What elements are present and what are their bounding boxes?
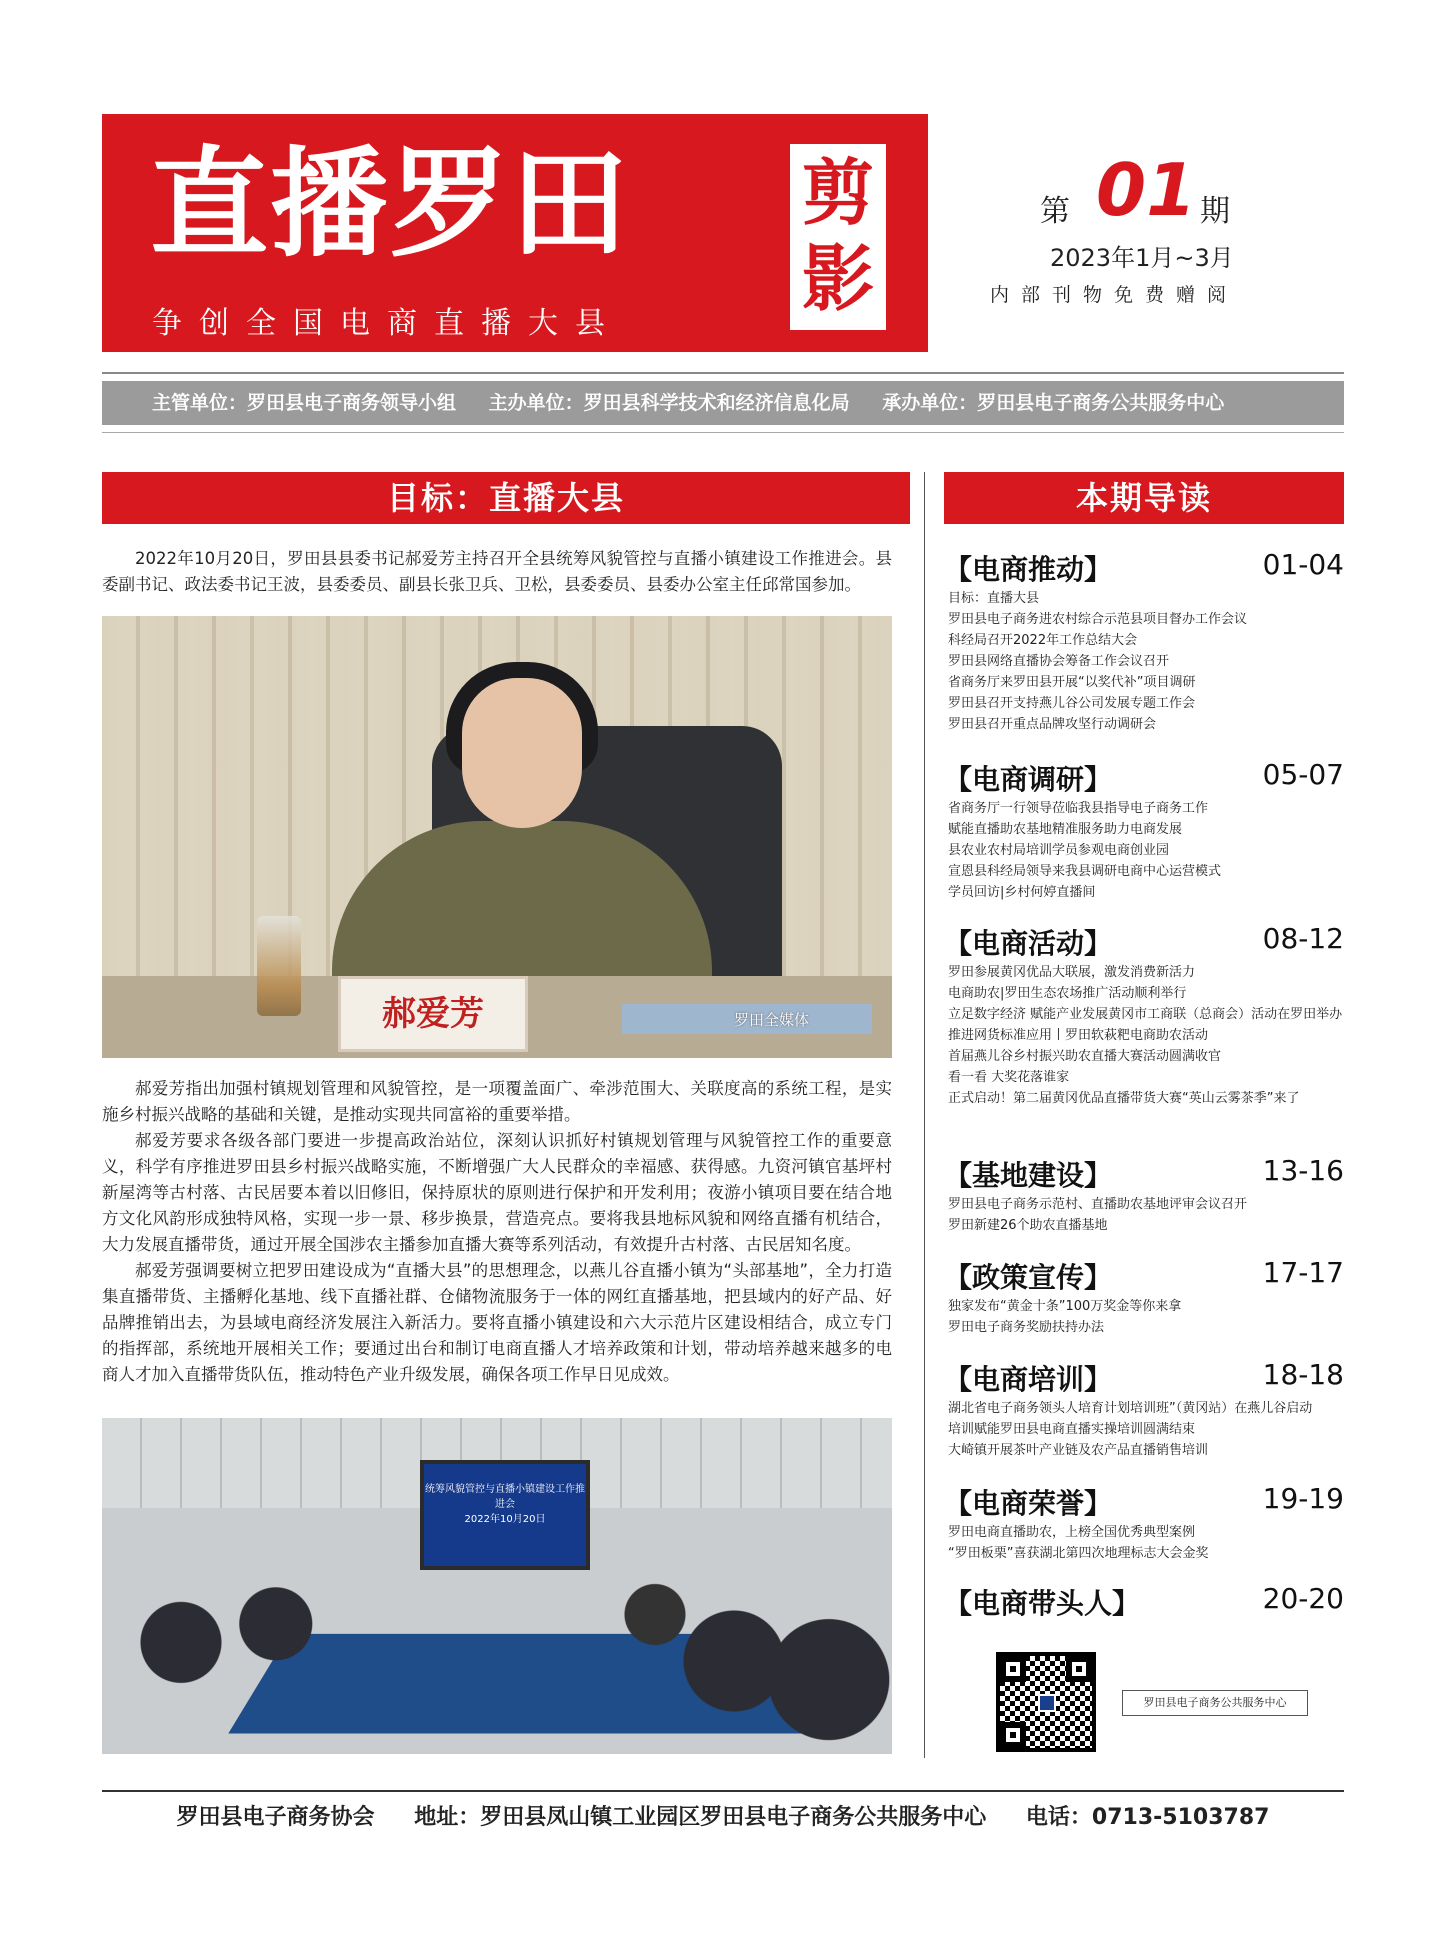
toc-item[interactable]: 独家发布“黄金十条”100万奖金等你来拿 [948,1299,1182,1314]
toc-item[interactable]: 立足数字经济 赋能产业发展黄冈市工商联（总商会）活动在罗田举办 [948,1007,1343,1022]
toc-section-heading[interactable] [944,1582,1344,1622]
meeting-photo-speaker [102,616,892,1058]
toc-item[interactable]: 首届燕儿谷乡村振兴助农直播大赛活动圆满收官 [948,1049,1222,1064]
footer-address: 地址：罗田县凤山镇工业园区罗田县电子商务公共服务中心 [414,1805,987,1830]
edition-badge-char-2: 影 [801,236,874,321]
toc-section [944,758,1344,903]
toc-item[interactable]: “罗田板栗”喜获湖北第四次地理标志大会金奖 [948,1546,1209,1561]
toc-section-title: 【电商培训】 [944,1363,1113,1396]
toc-item[interactable]: 罗田县召开支持燕儿谷公司发展专题工作会 [948,696,1196,711]
toc-item[interactable]: 省商务厅一行领导莅临我县指导电子商务工作 [948,801,1209,816]
toc-item[interactable]: 培训赋能罗田县电商直播实操培训圆满结束 [948,1422,1196,1437]
toc-section-title: 【电商活动】 [944,927,1113,960]
article-body [102,1076,892,1388]
toc-item[interactable]: 罗田县电子商务进农村综合示范县项目督办工作会议 [948,612,1248,627]
toc-header: 本期导读 [944,472,1344,524]
toc-item[interactable]: 目标：直播大县 [948,591,1040,606]
toc-item[interactable]: 罗田县召开重点品牌攻坚行动调研会 [948,717,1157,732]
nameplate: 郝爱芳 [338,976,528,1052]
publication-title: 直播罗田 [150,134,631,273]
toc-section-title: 【政策宣传】 [944,1261,1113,1294]
article-paragraph: 郝爱芳要求各级各部门要进一步提高政治站位，深刻认识抓好村镇规划管理与风貌管控工作的重要意义，科学有序推进罗田县乡村振兴战略实施，不断增强广大人民群众的幸福感、获得感。九资河镇官基坪村新屋湾等古村落、古民居要本着以旧修旧，保持原状的原则进行保护和开发利用；夜游小镇项目要在结合地方文化风韵形成独特风格，实现一步一景、移步换景，营造亮点。要将我县地标风貌和网络直播有机结合，大力发展直播带货，通过开展全国涉农主播参加直播大赛等系列活动，有效提升古村落、古民居知名度。 [102,1131,892,1254]
article-header: 目标：直播大县 [102,472,910,524]
toc-section-heading[interactable] [944,1256,1344,1296]
article-paragraph: 郝爱芳强调要树立把罗田建设成为“直播大县”的思想理念，以燕儿谷直播小镇为“头部基地”，全力打造集直播带货、主播孵化基地、线下直播社群、仓储物流服务于一体的网红直播基地，把县域内的好产品、好品牌推销出去，为县域电商经济发展注入新活力。要将直播小镇建设和六大示范片区建设相结合，成立专门的指挥部，系统地开展相关工作；要通过出台和制订电商直播人才培养政策和计划，带动培养越来越多的电商人才加入直播带货队伍，推动特色产业升级发展，确保各项工作早日见成效。 [102,1261,892,1384]
photo-watermark: 罗田全媒体 [734,1011,810,1029]
screen-date: 2022年10月20日 [464,1514,546,1525]
toc-section-pages: 08-12 [1262,922,1344,955]
toc-section-pages: 17-17 [1262,1256,1344,1289]
issue-date: 2023年1月~3月 [1050,244,1234,272]
issue-suffix: 期 [1200,194,1230,229]
toc-section [944,1154,1344,1236]
meeting-photo-conference [102,1418,892,1754]
masthead [102,114,928,352]
toc-section [944,1482,1344,1564]
photo-attendees [102,1568,892,1754]
edition-badge [790,144,886,330]
edition-badge-char-1: 剪 [801,150,874,235]
divider [102,432,1344,433]
toc-item[interactable]: 看一看 大奖花落谁家 [948,1070,1070,1085]
toc-section-heading[interactable] [944,1358,1344,1398]
divider [102,1790,1344,1792]
toc-section-pages: 19-19 [1262,1482,1344,1515]
toc-item[interactable]: 罗田县网络直播协会筹备工作会议召开 [948,654,1170,669]
toc-item[interactable]: 罗田电子商务奖励扶持办法 [948,1320,1105,1335]
toc-item[interactable]: 罗田电商直播助农，上榜全国优秀典型案例 [948,1525,1196,1540]
supervisor-unit: 主管单位：罗田县电子商务领导小组 [152,392,457,414]
toc-section-heading[interactable] [944,922,1344,962]
sponsor-unit: 主办单位：罗田县科学技术和经济信息化局 [488,392,850,414]
toc-section-pages: 13-16 [1262,1154,1344,1187]
toc-section [944,1582,1344,1622]
qr-label: 罗田县电子商务公共服务中心 [1122,1690,1308,1716]
publication-slogan: 争创全国电商直播大县 [152,306,622,341]
toc-item[interactable]: 大崎镇开展茶叶产业链及农产品直播销售培训 [948,1443,1209,1458]
toc-item[interactable]: 罗田县电子商务示范村、直播助农基地评审会议召开 [948,1197,1248,1212]
toc-section [944,1358,1344,1461]
footer-association: 罗田县电子商务协会 [176,1805,375,1830]
column-divider [924,472,925,1758]
toc-item[interactable]: 罗田参展黄冈优品大联展，激发消费新活力 [948,965,1196,980]
toc-section [944,548,1344,735]
toc-item[interactable]: 赋能直播助农基地精准服务助力电商发展 [948,822,1183,837]
toc-section-pages: 18-18 [1262,1358,1344,1391]
qr-finder [1066,1656,1092,1682]
toc-item[interactable]: 罗田新建26个助农直播基地 [948,1218,1108,1233]
toc-item[interactable]: 学员回访|乡村何婷直播间 [948,885,1096,900]
toc-section-pages: 01-04 [1262,548,1344,581]
toc-item[interactable]: 宣恩县科经局领导来我县调研电商中心运营模式 [948,864,1222,879]
photo-screen [420,1460,590,1570]
toc-item[interactable]: 正式启动！第二届黄冈优品直播带货大赛“英山云雾茶季”来了 [948,1091,1300,1106]
organization-bar [102,381,1344,425]
toc-item[interactable]: 电商助农|罗田生态农场推广活动顺利举行 [948,986,1187,1001]
toc-item[interactable]: 湖北省电子商务领头人培育计划培训班”（黄冈站）在燕儿谷启动 [948,1401,1313,1416]
qr-logo-icon [1038,1694,1056,1712]
photo-person-face [462,678,582,828]
toc-section-pages: 05-07 [1262,758,1344,791]
photo-tea-glass [257,916,301,1016]
toc-section-title: 【电商调研】 [944,763,1113,796]
toc-item[interactable]: 县农业农村局培训学员参观电商创业园 [948,843,1170,858]
qr-finder [1000,1656,1026,1682]
issue-note: 内部刊物免费赠阅 [990,284,1239,306]
toc-section-title: 【电商带头人】 [944,1587,1141,1620]
footer [102,1798,1344,1838]
toc-section-heading[interactable] [944,1154,1344,1194]
organizer-unit: 承办单位：罗田县电子商务公共服务中心 [882,392,1225,414]
toc-section [944,1256,1344,1338]
issue-prefix: 第 [1040,194,1070,229]
toc-section-title: 【电商推动】 [944,553,1113,586]
toc-item[interactable]: 推进网货标准应用丨罗田软萩粑电商助农活动 [948,1028,1209,1043]
footer-phone: 电话：0713-5103787 [1025,1805,1270,1830]
issue-number [1030,148,1260,232]
toc-item[interactable]: 省商务厅来罗田县开展“以奖代补”项目调研 [948,675,1196,690]
qr-code[interactable] [996,1652,1096,1752]
article-paragraph: 郝爱芳指出加强村镇规划管理和风貌管控，是一项覆盖面广、牵涉范围大、关联度高的系统工程，是实施乡村振兴战略的基础和关键，是推动实现共同富裕的重要举措。 [102,1079,892,1124]
toc-section [944,922,1344,1109]
toc-section-title: 【电商荣誉】 [944,1487,1113,1520]
toc-section-heading[interactable] [944,1482,1344,1522]
article-intro: 2022年10月20日，罗田县县委书记郝爱芳主持召开全县统筹风貌管控与直播小镇建设工作推进会。县委副书记、政法委书记王波，县委委员、副县长张卫兵、卫松，县委委员、县委办公室主任邱常国参加。 [102,549,892,594]
toc-section-heading[interactable] [944,548,1344,588]
toc-section-pages: 20-20 [1262,1582,1344,1615]
divider [102,372,1344,374]
toc-section-heading[interactable] [944,758,1344,798]
toc-item[interactable]: 科经局召开2022年工作总结大会 [948,633,1138,648]
screen-title: 统筹风貌管控与直播小镇建设工作推进会 [425,1484,585,1510]
toc-section-title: 【基地建设】 [944,1159,1113,1192]
qr-finder [1000,1722,1026,1748]
issue-number-value: 01 [1096,148,1197,232]
